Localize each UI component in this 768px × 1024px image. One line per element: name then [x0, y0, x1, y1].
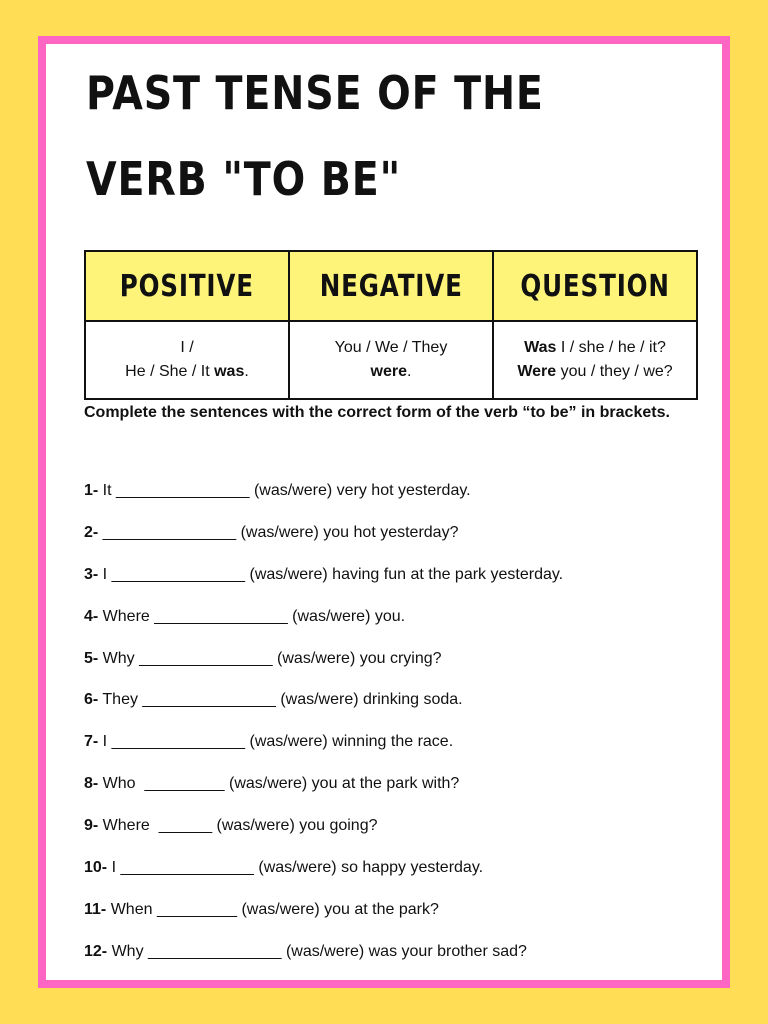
grammar-table — [84, 250, 698, 400]
exercise-number: 12- — [84, 942, 108, 960]
exercise-text: Where ______ (was/were) you going? — [98, 817, 378, 835]
exercise-text: When _________ (was/were) you at the park? — [106, 900, 439, 918]
exercise-number: 7- — [84, 733, 99, 751]
exercise-text: Why _______________ (was/were) you crying? — [98, 649, 442, 667]
exercise-item — [84, 519, 694, 561]
exercise-item — [84, 854, 694, 896]
exercise-number: 2- — [84, 523, 99, 541]
exercise-list — [84, 477, 694, 980]
worksheet-frame — [38, 36, 730, 988]
exercise-text: I _______________ (was/were) winning the race. — [98, 733, 454, 751]
exercise-text: Where _______________ (was/were) you. — [98, 607, 406, 625]
exercise-number: 5- — [84, 649, 99, 667]
exercise-number: 8- — [84, 775, 99, 793]
exercise-text: Why _______________ (was/were) was your brother sad? — [107, 942, 527, 960]
exercise-text: They _______________ (was/were) drinking soda. — [98, 691, 463, 709]
exercise-item — [84, 938, 694, 980]
page-title-line-2: VERB "TO BE" — [86, 152, 402, 206]
exercise-item — [84, 812, 694, 854]
exercise-item — [84, 561, 694, 603]
header-negative: NEGATIVE — [289, 251, 493, 321]
exercise-text: Who _________ (was/were) you at the park with? — [98, 775, 460, 793]
exercise-item — [84, 770, 694, 812]
page-title-line-1: PAST TENSE OF THE — [86, 66, 544, 120]
exercise-item — [84, 477, 694, 519]
exercise-number: 4- — [84, 607, 99, 625]
exercise-number: 9- — [84, 817, 99, 835]
exercise-item — [84, 603, 694, 645]
exercise-item — [84, 728, 694, 770]
exercise-item — [84, 645, 694, 687]
header-question: QUESTION — [493, 251, 697, 321]
exercise-text: _______________ (was/were) you hot yesterday? — [98, 523, 459, 541]
exercise-number: 11- — [84, 900, 107, 918]
cell-positive: I / He / She / It was. — [85, 321, 289, 399]
exercise-item — [84, 686, 694, 728]
exercise-number: 10- — [84, 859, 108, 877]
exercise-text: I _______________ (was/were) so happy yesterday. — [107, 859, 484, 877]
header-positive: POSITIVE — [85, 251, 289, 321]
exercise-text: It _______________ (was/were) very hot yesterday. — [98, 482, 471, 499]
cell-negative: You / We / They were. — [289, 321, 493, 399]
exercise-number: 3- — [84, 565, 99, 583]
exercise-text: I _______________ (was/were) having fun at the park yesterday. — [98, 565, 564, 583]
exercise-number: 1- — [84, 482, 99, 499]
exercise-item — [84, 896, 694, 938]
cell-question: Was I / she / he / it? Were you / they / we? — [493, 321, 697, 399]
exercise-number: 6- — [84, 691, 99, 709]
instructions: Complete the sentences with the correct form of the verb “to be” in brackets. — [84, 404, 670, 421]
